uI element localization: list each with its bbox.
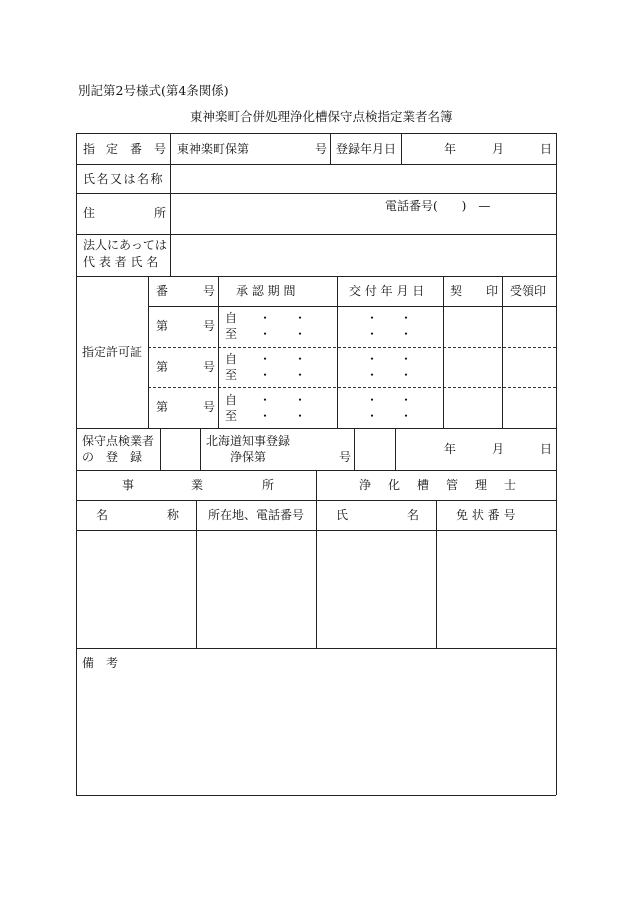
representative-label-line2: 代 表 者 氏 名 <box>83 255 159 269</box>
manager-heading-6: 士 <box>504 478 517 492</box>
permit-row1-dot-c: ・ <box>259 327 272 341</box>
inspection-year: 年 <box>444 442 457 456</box>
manager-heading-5: 理 <box>475 478 488 492</box>
permit-row2-dot-d: ・ <box>294 368 307 382</box>
inspection-day: 日 <box>540 442 553 456</box>
designation-number-suffix: 号 <box>315 142 328 156</box>
manager-license: 免 状 番 号 <box>456 508 516 522</box>
designation-number-prefix: 東神楽町保第 <box>177 142 250 156</box>
manager-heading-2: 化 <box>388 478 401 492</box>
permit-row1-dot-f: ・ <box>400 311 413 325</box>
permit-row3-dai: 第 <box>156 400 169 414</box>
governor-registration-line1: 北海道知事登録 <box>206 434 291 448</box>
designation-label-1: 指 <box>83 142 96 156</box>
office-heading-1: 事 <box>122 478 135 492</box>
permit-row3-dot-a: ・ <box>259 393 272 407</box>
registration-date-label: 登録年月日 <box>336 142 397 156</box>
permit-row3-dot-h: ・ <box>400 409 413 423</box>
permit-row3-dot-g: ・ <box>366 409 379 423</box>
permit-row3-from: 自 <box>225 393 238 407</box>
designation-label-2: 定 <box>106 142 119 156</box>
registration-day: 日 <box>540 142 553 156</box>
permit-row1-to: 至 <box>225 327 238 341</box>
manager-name-2: 名 <box>407 508 420 522</box>
inspection-label-line1: 保守点検業者 <box>82 434 155 448</box>
office-heading-2: 業 <box>191 478 204 492</box>
registration-month: 月 <box>492 142 505 156</box>
permit-col-number-2: 号 <box>203 284 216 298</box>
permit-row2-from: 自 <box>225 352 238 366</box>
manager-heading-3: 槽 <box>417 478 430 492</box>
permit-row1-dot-b: ・ <box>294 311 307 325</box>
permit-row1-dot-g: ・ <box>366 327 379 341</box>
permit-row2-dot-g: ・ <box>366 368 379 382</box>
inspection-label-line2: の 登 録 <box>82 450 143 464</box>
office-location: 所在地、電話番号 <box>208 508 305 522</box>
representative-label-line1: 法人にあっては <box>83 238 167 252</box>
permit-row1-dai: 第 <box>156 319 169 333</box>
permit-row2-dot-h: ・ <box>400 368 413 382</box>
manager-name-1: 氏 <box>336 508 349 522</box>
permit-row2-dai: 第 <box>156 360 169 374</box>
permit-row1-from: 自 <box>225 311 238 325</box>
permit-row3-go: 号 <box>203 400 216 414</box>
registration-year: 年 <box>444 142 457 156</box>
permit-row2-dot-f: ・ <box>400 352 413 366</box>
permit-col-seal-1: 契 <box>450 284 463 298</box>
remarks-label: 備 考 <box>82 656 119 670</box>
permit-row2-dot-b: ・ <box>294 352 307 366</box>
permit-col-number-1: 番 <box>156 284 169 298</box>
permit-col-issue: 交 付 年 月 日 <box>349 284 425 298</box>
office-name-1: 名 <box>96 508 109 522</box>
permit-col-period: 承 認 期 間 <box>236 284 296 298</box>
manager-heading-4: 管 <box>446 478 459 492</box>
inspection-month: 月 <box>492 442 505 456</box>
permit-row2-dot-a: ・ <box>259 352 272 366</box>
designation-label-3: 番 <box>130 142 143 156</box>
designation-label-4: 号 <box>154 142 167 156</box>
permit-row3-dot-f: ・ <box>400 393 413 407</box>
permit-col-seal-2: 印 <box>486 284 499 298</box>
permit-row3-dot-c: ・ <box>259 409 272 423</box>
permit-section-label: 指定許可証 <box>82 345 143 359</box>
document-title: 東神楽町合併処理浄化槽保守点検指定業者名簿 <box>190 109 453 124</box>
governor-registration-line2: 浄保第 <box>230 450 267 464</box>
permit-row2-to: 至 <box>225 368 238 382</box>
permit-col-receipt: 受領印 <box>510 284 547 298</box>
permit-row2-go: 号 <box>203 360 216 374</box>
permit-row3-dot-d: ・ <box>294 409 307 423</box>
permit-row1-dot-a: ・ <box>259 311 272 325</box>
permit-row1-dot-e: ・ <box>366 311 379 325</box>
permit-row2-dot-e: ・ <box>366 352 379 366</box>
form-label: 別記第2号様式(第4条関係) <box>78 83 229 98</box>
governor-registration-suffix: 号 <box>339 450 352 464</box>
permit-row2-dot-c: ・ <box>259 368 272 382</box>
permit-row1-dot-h: ・ <box>400 327 413 341</box>
name-label: 氏名又は名称 <box>83 172 165 186</box>
permit-row1-dot-d: ・ <box>294 327 307 341</box>
manager-heading-1: 浄 <box>359 478 372 492</box>
office-heading-3: 所 <box>262 478 275 492</box>
permit-row3-dot-e: ・ <box>366 393 379 407</box>
address-label-right: 所 <box>154 206 167 220</box>
phone-label: 電話番号( ) — <box>385 199 491 213</box>
permit-row3-dot-b: ・ <box>294 393 307 407</box>
office-name-2: 称 <box>167 508 180 522</box>
address-label-left: 住 <box>83 206 96 220</box>
permit-row3-to: 至 <box>225 409 238 423</box>
permit-row1-go: 号 <box>203 319 216 333</box>
